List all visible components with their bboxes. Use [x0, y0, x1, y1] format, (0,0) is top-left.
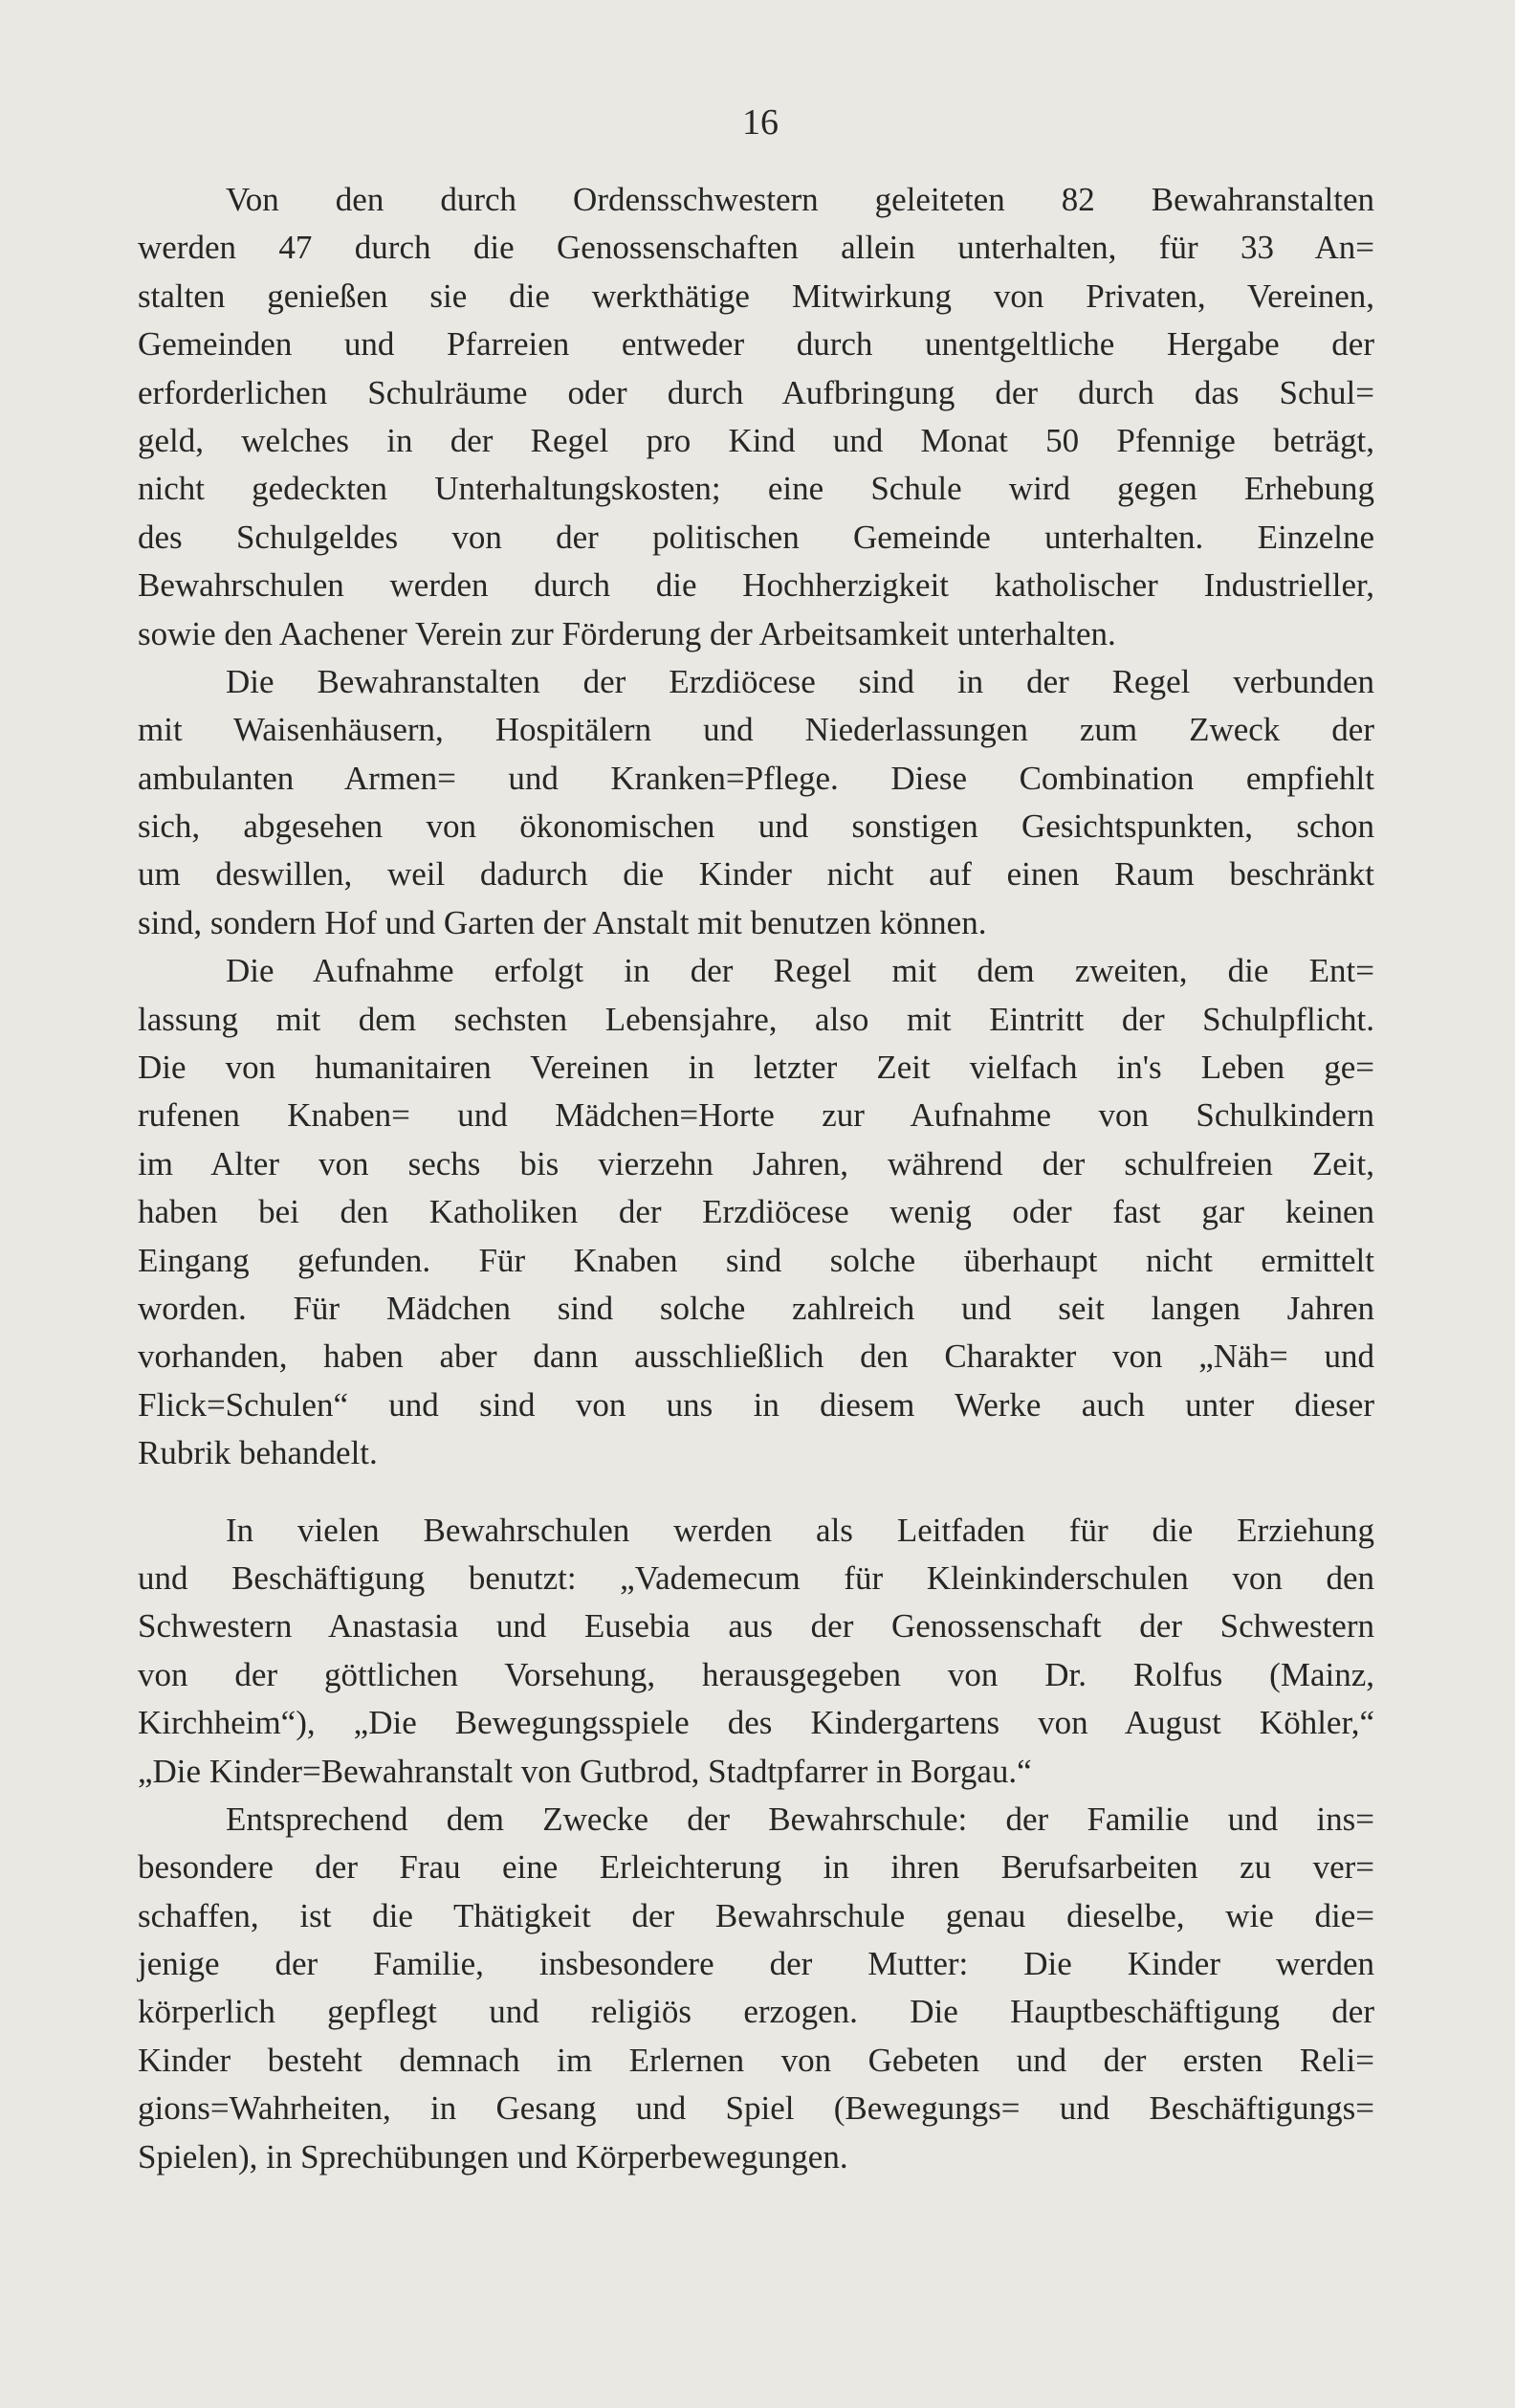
text-line: jenige der Familie, insbesondere der Mutter: Die Kinder werden: [138, 1945, 1374, 1983]
text-line: Eingang gefunden. Für Knaben sind solche überhaupt nicht ermittelt: [138, 1241, 1374, 1279]
text-line: Entsprechend dem Zwecke der Bewahrschule: der Familie und ins=: [226, 1800, 1374, 1838]
text-line: Die von humanitairen Vereinen in letzter Zeit vielfach in's Leben ge=: [138, 1049, 1374, 1087]
body-text: [138, 176, 1374, 2181]
text-line: körperlich gepflegt und religiös erzogen. Die Hauptbeschäftigung der: [138, 1993, 1374, 2031]
text-line: sind, sondern Hof und Garten der Anstalt mit benutzen können.: [138, 903, 987, 941]
text-line: stalten genießen sie die werkthätige Mitwirkung von Privaten, Vereinen,: [138, 276, 1374, 315]
text-line: im Alter von sechs bis vierzehn Jahren, während der schulfreien Zeit,: [138, 1144, 1374, 1182]
text-line: Spielen), in Sprechübungen und Körperbewegungen.: [138, 2137, 848, 2176]
text-line: von der göttlichen Vorsehung, herausgegeben von Dr. Rolfus (Mainz,: [138, 1655, 1374, 1693]
text-line: schaffen, ist die Thätigkeit der Bewahrschule genau dieselbe, wie die=: [138, 1896, 1374, 1934]
page-number: 16: [742, 102, 779, 143]
text-line: Gemeinden und Pfarreien entweder durch unentgeltliche Hergabe der: [138, 325, 1374, 364]
text-line: Die Bewahranstalten der Erzdiöcese sind in der Regel verbunden: [226, 662, 1374, 700]
text-line: In vielen Bewahrschulen werden als Leitfaden für die Erziehung: [226, 1511, 1374, 1549]
paragraph: [138, 947, 1374, 1477]
paragraph: [138, 658, 1374, 947]
text-line: Die Aufnahme erfolgt in der Regel mit dem zweiten, die Ent=: [226, 952, 1374, 990]
paragraph: [138, 1796, 1374, 2181]
text-line: worden. Für Mädchen sind solche zahlreich und seit langen Jahren: [138, 1289, 1374, 1327]
text-line: Kirchheim“), „Die Bewegungsspiele des Kindergartens von August Köhler,“: [138, 1704, 1374, 1742]
text-line: gions=Wahrheiten, in Gesang und Spiel (Bewegungs= und Beschäftigungs=: [138, 2089, 1374, 2128]
text-line: haben bei den Katholiken der Erzdiöcese wenig oder fast gar keinen: [138, 1193, 1374, 1231]
text-line: lassung mit dem sechsten Lebensjahre, also mit Eintritt der Schulpflicht.: [138, 1000, 1374, 1038]
text-line: werden 47 durch die Genossenschaften allein unterhalten, für 33 An=: [138, 229, 1374, 267]
text-line: besondere der Frau eine Erleichterung in ihren Berufsarbeiten zu ver=: [138, 1848, 1374, 1887]
text-line: Von den durch Ordensschwestern geleiteten 82 Bewahranstalten: [226, 181, 1374, 218]
text-line: geld, welches in der Regel pro Kind und Monat 50 Pfennige beträgt,: [138, 421, 1374, 459]
text-line: sowie den Aachener Verein zur Förderung der Arbeitsamkeit unterhalten.: [138, 614, 1116, 652]
text-line: erforderlichen Schulräume oder durch Aufbringung der durch das Schul=: [138, 373, 1374, 411]
text-line: sich, abgesehen von ökonomischen und sonstigen Gesichtspunkten, schon: [138, 807, 1374, 846]
text-line: vorhanden, haben aber dann ausschließlich den Charakter von „Näh= und: [138, 1337, 1374, 1376]
text-line: Schwestern Anastasia und Eusebia aus der Genossenschaft der Schwestern: [138, 1607, 1374, 1646]
paragraph: [138, 176, 1374, 658]
text-line: Rubrik behandelt.: [138, 1434, 378, 1472]
text-line: des Schulgeldes von der politischen Gemeinde unterhalten. Einzelne: [138, 518, 1374, 556]
text-line: rufenen Knaben= und Mädchen=Horte zur Aufnahme von Schulkindern: [138, 1096, 1374, 1135]
text-line: Bewahrschulen werden durch die Hochherzigkeit katholischer Industrieller,: [138, 566, 1374, 605]
text-line: Flick=Schulen“ und sind von uns in diesem Werke auch unter dieser: [138, 1385, 1374, 1424]
text-line: nicht gedeckten Unterhaltungskosten; eine Schule wird gegen Erhebung: [138, 470, 1374, 508]
text-line: um deswillen, weil dadurch die Kinder nicht auf einen Raum beschränkt: [138, 855, 1374, 894]
text-line: und Beschäftigung benutzt: „Vademecum für Kleinkinderschulen von den: [138, 1558, 1374, 1597]
text-line: Kinder besteht demnach im Erlernen von Gebeten und der ersten Reli=: [138, 2041, 1374, 2079]
text-line: „Die Kinder=Bewahranstalt von Gutbrod, Stadtpfarrer in Borgau.“: [138, 1752, 1032, 1790]
text-line: ambulanten Armen= und Kranken=Pflege. Diese Combination empfiehlt: [138, 759, 1374, 797]
paragraph: [138, 1507, 1374, 1796]
text-line: mit Waisenhäusern, Hospitälern und Niederlassungen zum Zweck der: [138, 711, 1374, 749]
